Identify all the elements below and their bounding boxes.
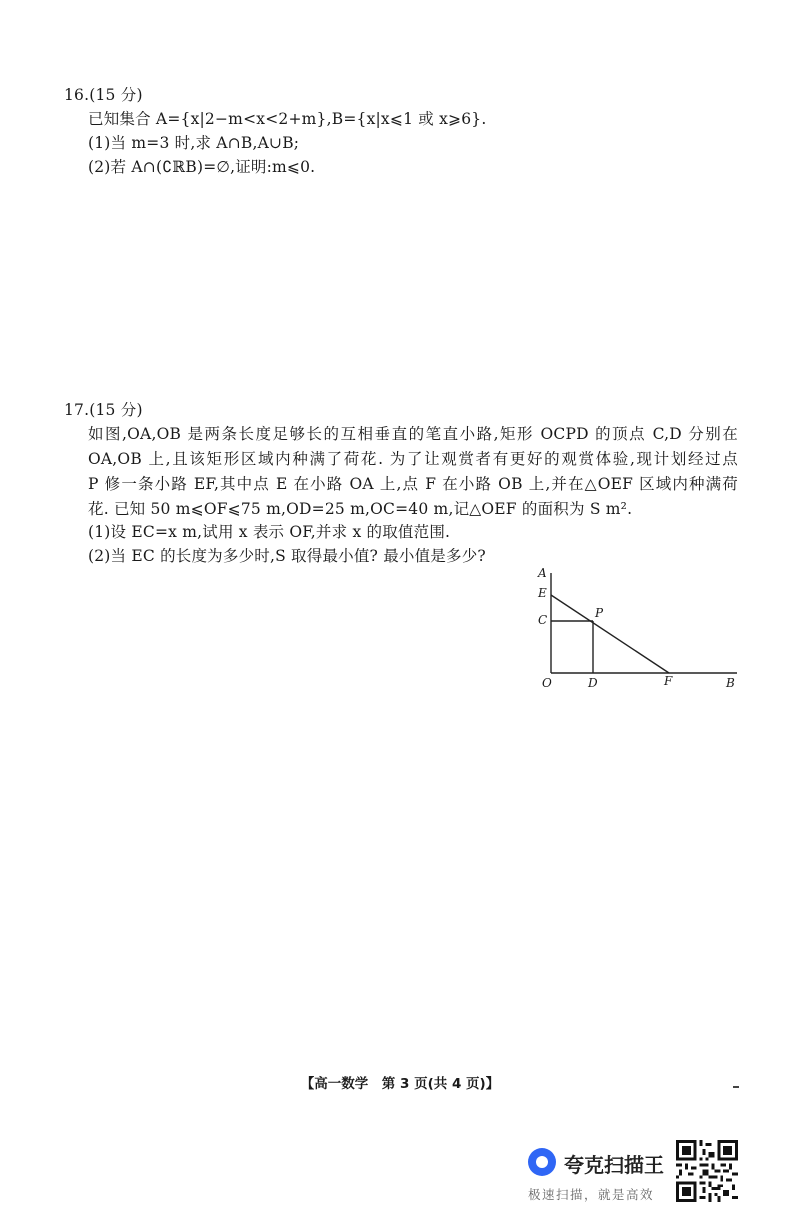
label-d: D (588, 676, 598, 690)
q17-part1: (1)设 EC=x m,试用 x 表示 OF,并求 x 的取值范围. (88, 523, 451, 541)
label-b: B (726, 676, 735, 690)
label-p: P (595, 606, 604, 620)
quark-logo-icon (528, 1148, 556, 1176)
q17-stem-line-4: 花. 已知 50 m⩽OF⩽75 m,OD=25 m,OC=40 m,记△OEF 的面积为 S m². (88, 500, 633, 518)
q16-header: 16.(15 分) (64, 86, 143, 104)
brand-slogan: 极速扫描，就是高效 (528, 1187, 655, 1202)
brand-name: 夸克扫描王 (564, 1153, 664, 1177)
scanner-watermark (528, 1143, 668, 1203)
q17-stem-line-1: 如图,OA,OB 是两条长度足够长的互相垂直的笔直小路,矩形 OCPD 的顶点 C,D 分别在 (88, 425, 738, 443)
label-o: O (542, 676, 552, 690)
path-ef (551, 595, 669, 673)
qr-code-icon (676, 1140, 738, 1202)
q17-part2: (2)当 EC 的长度为多少时,S 取得最小值? 最小值是多少? (88, 547, 486, 565)
q17-header: 17.(15 分) (64, 401, 143, 419)
label-e: E (538, 586, 547, 600)
q17-stem-line-3: P 修一条小路 EF,其中点 E 在小路 OA 上,点 F 在小路 OB 上,并在△OEF 区域内种满荷 (88, 475, 738, 493)
footer-dash (733, 1086, 739, 1088)
q16-part1: (1)当 m=3 时,求 A∩B,A∪B; (88, 134, 300, 152)
q17-figure (530, 565, 745, 695)
label-c: C (538, 613, 548, 627)
page-footer: 【高一数学 第 3 页(共 4 页)】 (300, 1076, 500, 1092)
label-f: F (664, 674, 673, 688)
q16-part2: (2)若 A∩(∁ℝB)=∅,证明:m⩽0. (88, 158, 316, 176)
label-a: A (538, 566, 547, 580)
q17-stem-line-2: OA,OB 上,且该矩形区域内种满了荷花. 为了让观赏者有更好的观赏体验,现计划经过点 (88, 450, 738, 468)
q16-stem: 已知集合 A={x|2−m<x<2+m},B={x|x⩽1 或 x⩾6}. (88, 110, 487, 128)
